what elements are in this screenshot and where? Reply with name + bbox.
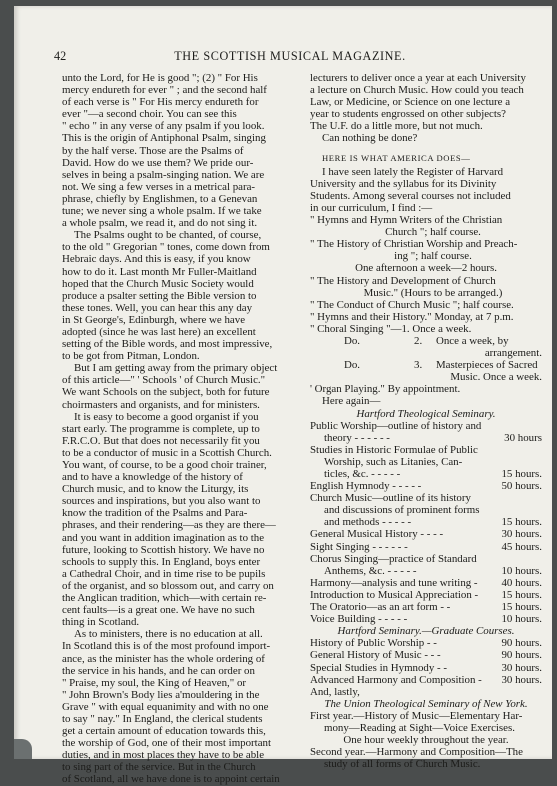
text-line: cent faults—is a great one. We have no such	[62, 604, 255, 617]
course-hours	[490, 444, 542, 456]
course-number: 2.	[414, 334, 423, 347]
course-hours: 30 hours.	[501, 528, 542, 541]
binding-shadow	[14, 739, 32, 759]
text-line: by the half verse. Those are the Psalms of	[62, 144, 244, 157]
text-line: In Scotland this is of the most profound import-	[62, 640, 271, 653]
course-label: theory - - - - - -	[324, 431, 390, 444]
course-hours: 30 hours	[504, 431, 542, 444]
ditto-mark	[310, 371, 414, 383]
choral-row	[310, 347, 542, 359]
course-label: History of Public Worship - -	[310, 637, 437, 650]
text-line: thing in Scotland.	[62, 616, 140, 629]
text-line: I have seen lately the Register of Harvard	[322, 165, 504, 178]
text-line: to sing part of the service. But in the Church	[62, 761, 256, 774]
text-line: sources and inspirations, but you also want to	[62, 495, 261, 508]
course-label: Advanced Harmony and Composition -	[310, 673, 482, 686]
magazine-page	[14, 6, 552, 786]
course-hours	[490, 456, 542, 468]
text-line: to be got from Pitman, London.	[62, 350, 200, 363]
text-line: tune; we never sing a whole psalm. If we take	[62, 205, 262, 218]
text-line: to be a conductor of music in a Scottish Church.	[62, 446, 272, 459]
graduate-title: Hartford Seminary.—Graduate Courses.	[337, 625, 515, 638]
course-hours: 90 hours.	[501, 637, 542, 650]
text-line: Grave " with equal equanimity and with no one	[62, 700, 269, 713]
course-row	[310, 420, 542, 432]
text-line: a whole psalm, we read it, and do not sing it.	[62, 217, 258, 230]
text-line: Second year.—Harmony and Composition—The	[310, 746, 523, 759]
text-line: a lecture on Church Music. How could you teach	[310, 84, 524, 97]
text-line: Hebraic days. And this is easy, if you know	[62, 253, 251, 266]
text-line: " Praise, my soul, the King of Heaven," or	[62, 676, 247, 689]
course-row	[310, 662, 542, 674]
text-line: mony—Reading at Sight—Voice Exercises.	[324, 721, 515, 734]
text-line: start early. The programme is complete, up to	[62, 422, 260, 435]
text-line: adopted (since he was last here) an excellent	[62, 325, 256, 338]
ditto-mark	[310, 347, 414, 359]
course-hours: 15 hours.	[501, 588, 542, 601]
intro-paragraph	[310, 72, 542, 145]
course-row	[310, 444, 542, 456]
text-line: year to students engrossed on other subjects?	[310, 108, 506, 121]
course-row	[310, 589, 542, 601]
course-line: Church "; half course.	[385, 226, 481, 239]
text-line: schools to supply this. In England, boys enter	[62, 555, 261, 568]
text-line: to say " nay." In England, the clerical students	[62, 712, 263, 725]
course-line: " The History of Christian Worship and Preach-	[310, 238, 518, 251]
text-line: lecturers to deliver once a year at each University	[310, 72, 526, 84]
text-line: F.R.C.O. But that does not necessarily fit you	[62, 434, 260, 447]
text-line: and you want in addition imagination as to the	[62, 531, 265, 544]
course-line: " The History and Development of Church	[310, 274, 496, 287]
course-line: " Hymns and their History." Monday, at 7 p.m.	[310, 310, 514, 323]
text-line: phrases, and their rendering—as they are there—	[62, 519, 276, 532]
course-label: The Oratorio—as an art form - -	[310, 601, 451, 614]
course-text: arrangement.	[484, 347, 542, 360]
text-line: the Anglican tradition, which—with certain re-	[62, 592, 267, 605]
text-line: Church music, and to know the Liturgy, its	[62, 483, 249, 496]
course-row	[310, 553, 542, 565]
course-text: Masterpieces of Sacred	[436, 359, 538, 372]
course-line: ing "; half course.	[394, 250, 472, 263]
course-label: Anthems, &c. - - - - -	[324, 564, 417, 577]
course-hours	[490, 492, 542, 504]
text-line: ever "—a second choir. You can see this	[62, 108, 237, 121]
course-label: and discussions of prominent forms	[324, 504, 480, 517]
course-hours: 30 hours.	[501, 673, 542, 686]
course-hours	[490, 420, 542, 432]
course-row	[310, 565, 542, 577]
course-text: Music. Once a week.	[450, 371, 542, 384]
text-line: " echo " in any verse of any psalm if you look.	[62, 120, 265, 133]
text-line: mercy endureth for ever " ; and the second half	[62, 84, 267, 97]
course-number: 3.	[414, 359, 423, 372]
text-line: We want Schools on the subject, both for future	[62, 386, 270, 399]
course-label: and methods - - - - -	[324, 516, 412, 529]
page-number: 42	[54, 49, 67, 63]
text-line: One hour weekly throughout the year.	[343, 734, 509, 747]
course-label: General History of Music - - -	[310, 649, 441, 662]
text-line: the worship of God, one of their most important	[62, 737, 272, 750]
course-line: One afternoon a week—2 hours.	[355, 262, 497, 275]
course-hours: 90 hours.	[501, 649, 542, 662]
section-heading: HERE IS WHAT AMERICA DOES—	[322, 152, 471, 163]
text-line: hoped that the Church Music Society would	[62, 277, 254, 290]
course-hours: 40 hours.	[501, 576, 542, 589]
second-year-block	[310, 746, 542, 770]
course-label: ticles, &c. - - - - -	[324, 468, 401, 480]
course-row	[310, 541, 542, 553]
course-hours: 15 hours.	[501, 468, 542, 480]
text-line: the service in his hands, and he can order on	[62, 664, 255, 677]
text-line: a Cathedral Choir, and in time rise to be pupils	[62, 567, 266, 580]
course-label: Special Studies in Hymnody - -	[310, 661, 448, 674]
text-line: and to have a knowledge of the history of	[62, 471, 243, 484]
course-label: Harmony—analysis and tune writing -	[310, 576, 478, 589]
course-row	[310, 601, 542, 613]
text-line: of each verse is " For His mercy endureth for	[62, 96, 259, 109]
course-label: Church Music—outline of its history	[310, 492, 471, 505]
course-label: Studies in Historic Formulae of Public	[310, 443, 478, 456]
course-label: General Musical History - - - -	[310, 528, 444, 541]
text-line: It is easy to become a good organist if you	[74, 410, 259, 423]
text-line: First year.—History of Music—Elementary Har-	[310, 709, 523, 722]
graduate-course-table	[310, 637, 542, 685]
course-label: Sight Singing - - - - - -	[310, 540, 408, 553]
harvard-intro	[310, 166, 542, 214]
course-row	[310, 649, 542, 661]
course-row	[310, 456, 542, 468]
course-hours: 15 hours.	[501, 601, 542, 614]
choral-row	[310, 371, 542, 383]
text-line: not. We sing a few verses in a metrical para-	[62, 180, 256, 193]
text-line: University and the syllabus for its Divinity	[310, 177, 497, 190]
text-line: study of all forms of Church Music.	[324, 758, 481, 771]
course-label: Chorus Singing—practice of Standard	[310, 552, 477, 565]
course-hours: 30 hours.	[501, 661, 542, 674]
text-line: choirmasters and organists, and for ministers.	[62, 398, 260, 411]
text-line: in our curriculum, I find :—	[310, 201, 433, 214]
choral-singing-list	[310, 335, 542, 383]
course-label: Public Worship—outline of history and	[310, 419, 482, 432]
course-row	[310, 492, 542, 504]
organ-playing-line: ' Organ Playing." By appointment.	[310, 383, 461, 396]
course-row	[310, 613, 542, 625]
course-number	[414, 371, 436, 383]
course-hours: 50 hours.	[501, 480, 542, 493]
course-row	[310, 468, 542, 480]
course-row	[310, 674, 542, 686]
course-hours: 45 hours.	[501, 540, 542, 553]
text-line: " John Brown's Body lies a'mouldering in the	[62, 688, 260, 701]
text-line: selves in being a psalm-singing nation. We are	[62, 168, 265, 181]
choral-row	[310, 359, 542, 371]
course-hours	[490, 553, 542, 565]
ditto-mark: Do.	[344, 359, 361, 372]
course-label: English Hymnody - - - - -	[310, 480, 422, 493]
left-column	[62, 72, 310, 786]
text-line: David. How do we use them? We pride our-	[62, 156, 254, 169]
text-line: get a certain amount of education towards this,	[62, 725, 266, 738]
course-row	[310, 637, 542, 649]
text-line: ance, as the minister has the whole ordering of	[62, 652, 265, 665]
text-line: phrase, chiefly by Englishmen, to a Genevan	[62, 192, 258, 205]
text-line: in St George's, Edinburgh, where we have	[62, 313, 246, 326]
text-line: As to ministers, there is no education at all.	[74, 628, 263, 641]
text-line: This is the origin of Antiphonal Psalm, singing	[62, 132, 266, 145]
course-line: " The Conduct of Church Music "; half course.	[310, 298, 514, 311]
text-line: unto the Lord, for He is good "; (2) " For His	[62, 72, 258, 84]
text-line: of Scotland, all we have done is to appoint certain	[62, 773, 280, 786]
text-line: But I am getting away from the primary object	[74, 362, 278, 375]
text-line: The U.F. do a little more, but not much.	[310, 120, 483, 133]
right-column	[310, 72, 542, 770]
hartford-title: Hartford Theological Seminary.	[356, 407, 496, 420]
course-row	[310, 432, 542, 444]
and-lastly-line: And, lastly,	[310, 685, 360, 698]
text-line: setting of the Bible words, and most impressive,	[62, 338, 273, 351]
choral-row	[310, 335, 542, 347]
course-row	[310, 528, 542, 540]
course-row	[310, 577, 542, 589]
text-line: how to do it. Last month Mr Fuller-Maitland	[62, 265, 257, 278]
hartford-course-table	[310, 420, 542, 626]
text-line: of this article—" ' Schools ' of Church Music."	[62, 374, 266, 387]
course-hours: 15 hours.	[501, 516, 542, 529]
course-label: Voice Building - - - - -	[310, 613, 408, 626]
first-year-block	[310, 710, 542, 746]
text-line: The Psalms ought to be chanted, of course,	[74, 229, 262, 242]
text-line: future, looking to Scottish history. We have no	[62, 543, 265, 556]
text-line: Can nothing be done?	[322, 132, 418, 145]
text-line: know the tradition of the Psalms and Para-	[62, 507, 248, 520]
course-hours: 10 hours.	[501, 564, 542, 577]
course-text: Once a week, by	[436, 334, 509, 347]
course-label: Worship, such as Litanies, Can-	[324, 455, 463, 468]
course-number	[414, 347, 436, 359]
page-header	[54, 49, 526, 63]
course-row	[310, 504, 542, 516]
here-again-line: Here again—	[322, 395, 381, 408]
text-line: these tones. Well, you can hear this any day	[62, 301, 253, 314]
text-line: Law, or Medicine, or Science on one lecture a	[310, 96, 511, 109]
union-title: The Union Theological Seminary of New York.	[324, 697, 528, 710]
text-line: You want, of course, to be a good choir trainer,	[62, 459, 267, 471]
text-line: of the organist, and so blossom out, and carry on	[62, 579, 274, 592]
course-hours: 10 hours.	[501, 613, 542, 626]
ditto-mark: Do.	[344, 334, 361, 347]
course-hours	[490, 504, 542, 516]
course-label: Introduction to Musical Appreciation -	[310, 588, 479, 601]
course-line: " Choral Singing "—1. Once a week.	[310, 322, 472, 335]
text-line: produce a psalter setting the Bible version to	[62, 289, 257, 302]
course-row	[310, 516, 542, 528]
text-line: duties, and in most places they have to be able	[62, 749, 265, 762]
text-line: Students. Among several courses not included	[310, 189, 511, 202]
course-line: Music." (Hours to be arranged.)	[363, 286, 503, 299]
course-row	[310, 480, 542, 492]
course-line: " Hymns and Hymn Writers of the Christian	[310, 214, 503, 227]
running-title: THE SCOTTISH MUSICAL MAGAZINE.	[174, 49, 406, 63]
harvard-course-list	[310, 214, 542, 335]
text-line: to the old " Gregorian " tones, come down from	[62, 241, 270, 254]
